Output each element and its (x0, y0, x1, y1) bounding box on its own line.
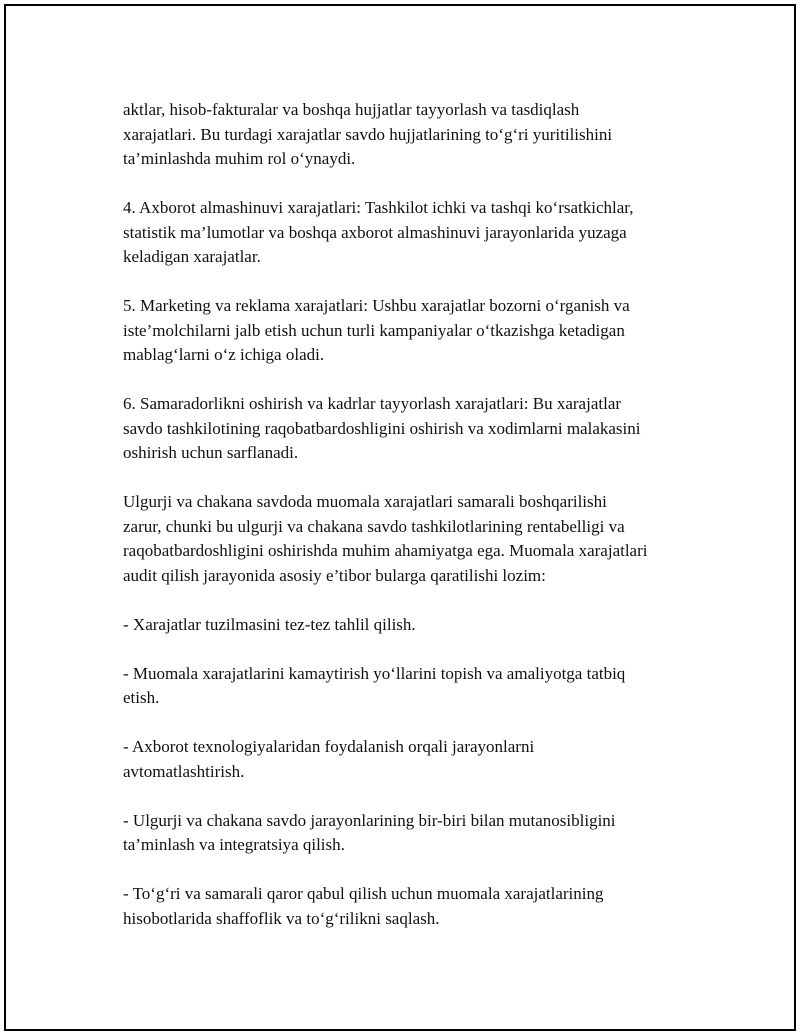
bullet-item-3: - Axborot texnologiyalaridan foydalanish orqali jarayonlarni avtomatlashtirish. (123, 737, 535, 781)
paragraph-intro-continuation: aktlar, hisob-fakturalar va boshqa hujjatlar tayyorlash va tasdiqlash xarajatlari. Bu turdagi xarajatlar savdo hujjatlarining to‘g‘ri yuritilishini ta’minlashda muhim rol o‘ynaydi. (123, 100, 613, 168)
paragraph-item-5: 5. Marketing va reklama xarajatlari: Ushbu xarajatlar bozorni o‘rganish va iste’molchilarni jalb etish uchun turli kampaniyalar o‘tkazishga ketadigan mablag‘larni o‘z ichiga oladi. (123, 296, 630, 364)
paragraph-summary: Ulgurji va chakana savdoda muomala xarajatlari samarali boshqarilishi zarur, chunki bu ulgurji va chakana savdo tashkilotlarining rentabelligi va raqobatbardoshligini oshirishda muhim ahamiyatga ega. Muomala xarajatlari audit qilish jarayonida asosiy e’tibor bularga qaratilishi lozim: (123, 492, 648, 585)
bullet-item-5: - To‘g‘ri va samarali qaror qabul qilish uchun muomala xarajatlarining hisobotlarida shaffoflik va to‘g‘rilikni saqlash. (123, 884, 604, 928)
bullet-item-4: - Ulgurji va chakana savdo jarayonlarining bir-biri bilan mutanosibligini ta’minlash va integratsiya qilish. (123, 810, 616, 854)
paragraph-item-6: 6. Samaradorlikni oshirish va kadrlar tayyorlash xarajatlari: Bu xarajatlar savdo tashkilotining raqobatbardoshligini oshirish va xodimlarni malakasini oshirish uchun sarflanadi. (123, 394, 641, 462)
paragraph-item-4: 4. Axborot almashinuvi xarajatlari: Tashkilot ichki va tashqi ko‘rsatkichlar, statistik ma’lumotlar va boshqa axborot almashinuvi jarayonlarida yuzaga keladigan xarajatlar. (123, 198, 634, 266)
bullet-item-1: - Xarajatlar tuzilmasini tez-tez tahlil qilish. (123, 614, 416, 634)
page-frame (4, 4, 796, 1031)
document-body (123, 98, 708, 931)
bullet-item-2: - Muomala xarajatlarini kamaytirish yo‘llarini topish va amaliyotga tatbiq etish. (123, 663, 626, 707)
